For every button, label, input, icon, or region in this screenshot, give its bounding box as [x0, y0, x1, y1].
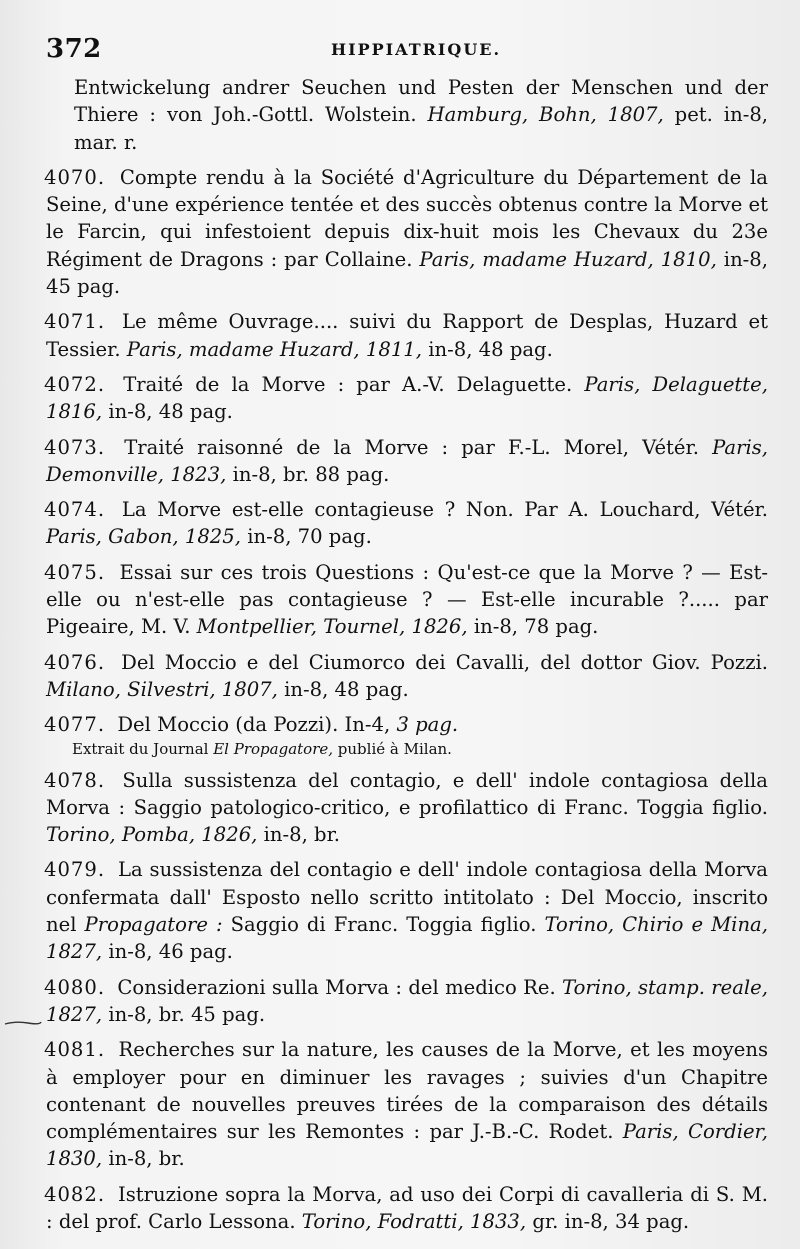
- entry-format: in-8, 78 pag.: [473, 615, 599, 639]
- entry-4079: [46, 856, 768, 965]
- entry-4071: [46, 308, 768, 363]
- entry-imprint: Torino, Chirio e Mina, 1827,: [46, 913, 768, 964]
- entry-journal-title: Propagatore :: [84, 913, 223, 937]
- entry-text: Del Moccio (da Pozzi). In-4,: [117, 713, 391, 737]
- entry-imprint: Paris, madame Huzard, 1811,: [126, 337, 422, 361]
- note-journal: El Propagatore,: [213, 739, 334, 758]
- entry-note: [46, 739, 768, 759]
- entry-imprint: Paris, Gabon, 1825,: [46, 525, 241, 549]
- entry-4081: [46, 1036, 768, 1172]
- entry-imprint: Torino, Fodratti, 1833,: [301, 1209, 527, 1233]
- entry-number: 4077.: [44, 713, 106, 737]
- entry-text: Traité de la Morve : par A.-V. Delaguette.: [123, 372, 573, 396]
- entry-number: 4074.: [44, 498, 106, 522]
- entry-4074: [46, 496, 768, 551]
- entry-imprint: Torino, stamp. reale, 1827,: [46, 975, 768, 1026]
- entry-format: pet. in-8, mar. r.: [74, 103, 769, 154]
- note-prefix: Extrait du Journal: [72, 739, 209, 758]
- entry-format: in-8, 48 pag.: [428, 337, 553, 361]
- handwritten-margin-mark: [4, 1020, 42, 1026]
- entry-number: 4078.: [44, 768, 106, 792]
- entry-text: La Morve est-elle contagieuse ? Non. Par A. Louchard, Vétér.: [121, 498, 768, 522]
- bibliography-entries: [46, 74, 768, 1235]
- entry-format: in-8, 46 pag.: [108, 940, 233, 964]
- entry-number: 4075.: [44, 560, 106, 584]
- entry-4076: [46, 649, 768, 704]
- entry-number: 4072.: [44, 372, 106, 396]
- entry-format: in-8, 70 pag.: [247, 525, 372, 549]
- entry-format: in-8, 48 pag.: [108, 400, 233, 424]
- entry-imprint: Paris, Cordier, 1830,: [46, 1120, 768, 1171]
- entry-format: in-8, br.: [108, 1147, 185, 1171]
- entry-text: Essai sur ces trois Questions : Qu'est-ce que la Morve ? — Est-elle ou n'est-elle pas contagieuse ? — Est-elle incurable ?..... par Pigeaire, M. V.: [46, 560, 768, 639]
- entry-imprint: Paris, Demonville, 1823,: [46, 435, 768, 486]
- entry-text: Entwickelung andrer Seuchen und Pesten der Menschen und der Thiere : von Joh.-Gottl. Wolstein.: [74, 76, 768, 127]
- entry-imprint: 3 pag.: [396, 713, 459, 737]
- entry-text: La sussistenza del contagio e dell' indole contagiosa della Morva confermata dall' Esposto nello scritto intitolato : Del Moccio, inscrito nel: [46, 858, 768, 937]
- entry-text: Compte rendu à la Société d'Agriculture du Département de la Seine, d'une expérience tentée et des succès obtenus contre la Morve et le Farcin, qui infestoient depuis dix-huit mois les Chevaux du 23e Régiment de Dragons : par Collaine.: [46, 165, 768, 271]
- entry-format: in-8, 48 pag.: [284, 677, 409, 701]
- entry-imprint: Torino, Pomba, 1826,: [46, 823, 258, 847]
- entry-4082: [46, 1181, 768, 1236]
- entry-continuation: [46, 74, 768, 156]
- entry-imprint: Paris, madame Huzard, 1810,: [419, 247, 717, 271]
- entry-text: Sulla sussistenza del contagio, e dell' indole contagiosa della Morva : Saggio patologico-critico, e profilattico di Franc. Toggia figlio.: [46, 768, 768, 819]
- entry-format: gr. in-8, 34 pag.: [532, 1209, 690, 1233]
- entry-4073: [46, 434, 768, 489]
- entry-number: 4071.: [44, 310, 106, 334]
- entry-4080: [46, 974, 768, 1029]
- entry-number: 4070.: [44, 165, 106, 189]
- page-header: [46, 34, 768, 70]
- entry-number: 4081.: [44, 1038, 106, 1062]
- entry-4070: [46, 164, 768, 300]
- entry-4072: [46, 371, 768, 426]
- entry-imprint: Montpellier, Tournel, 1826,: [196, 615, 468, 639]
- entry-imprint: Hamburg, Bohn, 1807,: [427, 103, 664, 127]
- entry-number: 4079.: [44, 858, 106, 882]
- note-suffix: publié à Milan.: [337, 739, 452, 758]
- entry-text-continued: Saggio di Franc. Toggia figlio.: [230, 913, 537, 937]
- entry-text: Traité raisonné de la Morve : par F.-L. Morel, Vétér.: [124, 435, 699, 459]
- entry-imprint: Milano, Silvestri, 1807,: [46, 677, 278, 701]
- entry-format: in-8, br.: [263, 823, 341, 847]
- entry-format: in-8, br. 88 pag.: [232, 462, 390, 486]
- entry-number: 4073.: [44, 435, 106, 459]
- entry-format: in-8, 45 pag.: [46, 247, 768, 299]
- entry-number: 4076.: [44, 650, 106, 674]
- entry-number: 4082.: [44, 1182, 106, 1206]
- entry-text: Recherches sur la nature, les causes de la Morve, et les moyens à employer pour en diminuer les ravages ; suivies d'un Chapitre contenant de nouvelles preuves tirées de la comparaison des détails complémentaires sur les Remontes : par J.-B.-C. Rodet.: [46, 1038, 768, 1144]
- entry-text: Istruzione sopra la Morva, ad uso dei Corpi di cavalleria di S. M. : del prof. Carlo Lessona.: [46, 1182, 768, 1233]
- entry-text: Considerazioni sulla Morva : del medico Re.: [117, 975, 556, 999]
- entry-4077: [46, 711, 768, 758]
- page-number: 372: [46, 34, 102, 64]
- entry-text: Le même Ouvrage.... suivi du Rapport de Desplas, Huzard et Tessier.: [46, 310, 769, 361]
- entry-text: Del Moccio e del Ciumorco dei Cavalli, del dottor Giov. Pozzi.: [121, 650, 769, 674]
- entry-format: in-8, br. 45 pag.: [108, 1002, 266, 1026]
- entry-number: 4080.: [44, 975, 106, 999]
- entry-4075: [46, 559, 768, 641]
- entry-imprint: Paris, Delaguette, 1816,: [46, 372, 769, 424]
- entry-4078: [46, 767, 768, 849]
- running-title: HIPPIATRIQUE.: [331, 40, 502, 59]
